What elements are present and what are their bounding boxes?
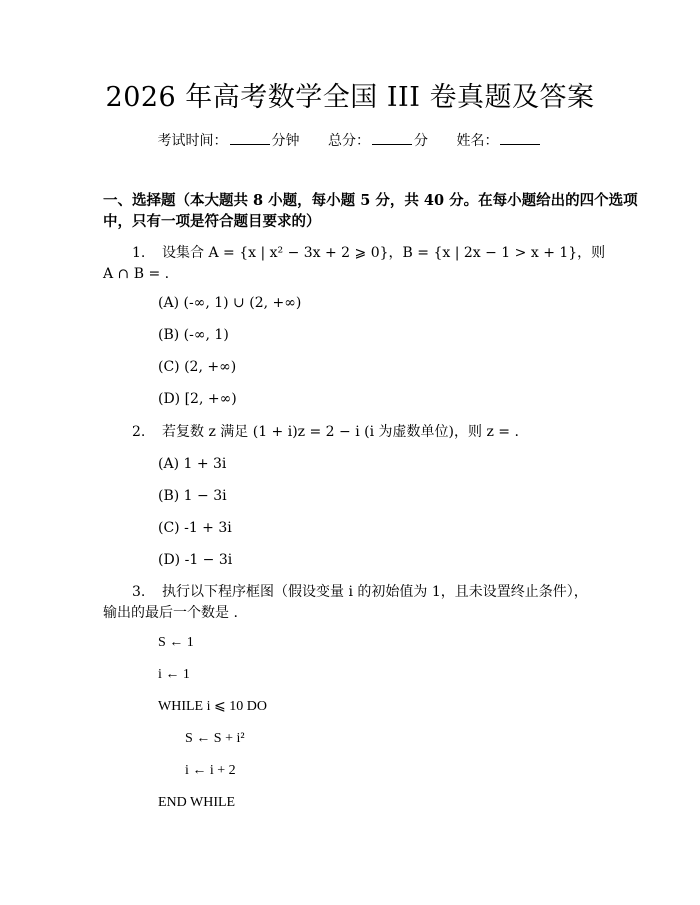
exam-time-unit: 分钟 (271, 133, 300, 149)
total-score-blank[interactable] (372, 130, 412, 145)
exam-time (158, 130, 300, 152)
question-2-line1: 若复数 z 满足 (1 + i)z = 2 − i (i 为虚数单位)，则 z = . (162, 424, 519, 440)
question-1-option-b[interactable]: (B) (-∞, 1) (158, 327, 229, 343)
exam-meta (0, 130, 700, 152)
question-1-option-c[interactable]: (C) (2, +∞) (158, 359, 237, 375)
question-1-line1: 设集合 A = {x | x² − 3x + 2 ⩾ 0}，B = {x | 2x − 1 > x + 1}，则 (162, 245, 606, 261)
question-2-option-d[interactable]: (D) -1 − 3i (158, 552, 233, 568)
question-2-option-c[interactable]: (C) -1 + 3i (158, 520, 232, 536)
question-1-stem (132, 243, 605, 263)
question-1-number: 1. (132, 245, 146, 261)
question-2-option-a[interactable]: (A) 1 + 3i (158, 456, 227, 472)
question-2-number: 2. (132, 424, 146, 440)
code-line: WHILE i ⩽ 10 DO (158, 699, 267, 714)
page-title: 2026 年高考数学全国 III 卷真题及答案 (105, 82, 595, 113)
exam-time-blank[interactable] (230, 130, 270, 145)
code-line: i ← i + 2 (185, 763, 236, 778)
code-line: END WHILE (158, 795, 236, 810)
section-heading-line1: 一、选择题（本大题共 8 小题，每小题 5 分，共 40 分。在每小题给出的四个选项 (103, 192, 638, 209)
exam-time-label: 考试时间： (157, 133, 228, 149)
code-line: S ← 1 (158, 635, 194, 650)
student-name-blank[interactable] (500, 130, 540, 145)
code-line: S ← S + i² (185, 731, 245, 746)
student-name (456, 130, 542, 152)
section-heading-line2: 中，只有一项是符合题目要求的） (103, 213, 321, 230)
question-2-option-b[interactable]: (B) 1 − 3i (158, 488, 227, 504)
question-3-line1: 执行以下程序框图（假设变量 i 的初始值为 1，且未设置终止条件）， (162, 584, 588, 600)
total-score-label: 总分： (328, 133, 370, 149)
total-score (328, 130, 428, 152)
code-line: i ← 1 (158, 667, 190, 682)
question-3-number: 3. (132, 584, 146, 600)
question-3-line2: 输出的最后一个数是 . (103, 605, 238, 621)
question-2-stem (132, 422, 519, 442)
question-1-option-a[interactable]: (A) (-∞, 1) ∪ (2, +∞) (158, 295, 302, 311)
total-score-unit: 分 (414, 133, 428, 149)
question-1-line2: A ∩ B = . (103, 266, 170, 282)
question-3-stem (132, 582, 588, 602)
question-1-option-d[interactable]: (D) [2, +∞) (158, 391, 237, 407)
student-name-label: 姓名： (456, 133, 499, 149)
